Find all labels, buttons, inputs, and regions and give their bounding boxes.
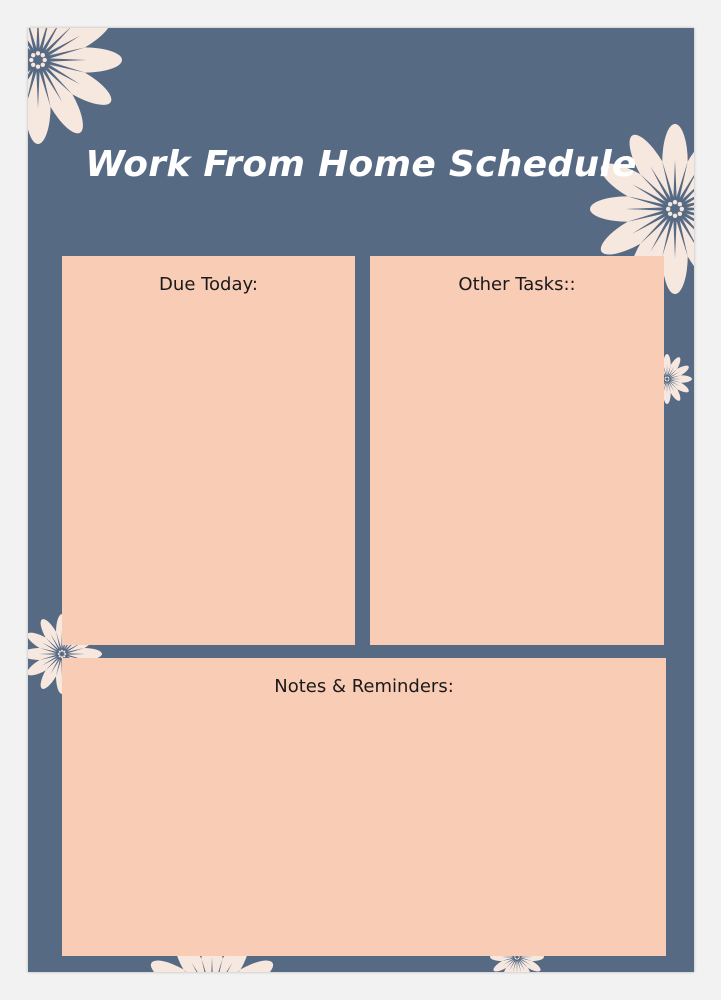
other-tasks-box — [370, 256, 664, 645]
due-today-box — [62, 256, 355, 645]
flower-icon — [28, 28, 122, 144]
other-tasks-label: Other Tasks:: — [458, 274, 576, 295]
notes-reminders-label: Notes & Reminders: — [274, 676, 454, 697]
schedule-page — [28, 28, 694, 972]
notes-reminders-box — [62, 658, 666, 956]
page-title: Work From Home Schedule — [85, 144, 637, 185]
due-today-label: Due Today: — [159, 274, 258, 295]
